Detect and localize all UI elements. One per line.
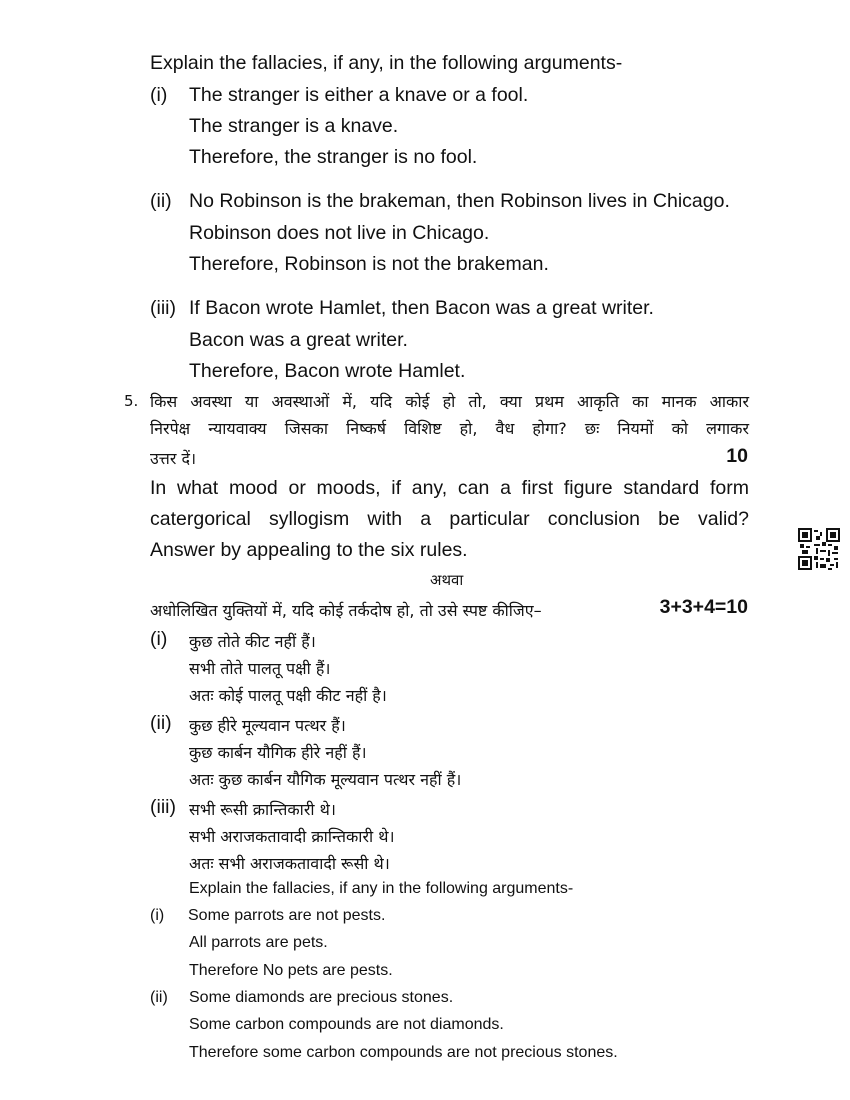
q5-hindi-item-ii-line-3: अतः कुछ कार्बन यौगिक मूल्यवान पत्थर नहीं हैं। <box>189 770 462 789</box>
q5-hindi-item-iii-line-3: अतः सभी अराजकतावादी रूसी थे। <box>189 854 390 873</box>
q5-hindi-item-ii-line-2: कुछ कार्बन यौगिक हीरे नहीं हैं। <box>189 743 367 762</box>
q5-english-item-ii-line-1: Some diamonds are precious stones. <box>189 989 454 1006</box>
q5-english-line-2: catergorical syllogism with a particular conclusion be valid? <box>150 508 749 530</box>
q4-item-i-num: (i) <box>150 84 168 106</box>
q4-item-i-line-2: The stranger is a knave. <box>189 115 399 137</box>
q5-hindi-item-i-line-3: अतः कोई पालतू पक्षी कीट नहीं है। <box>189 686 387 705</box>
q5-or-label: अथवा <box>430 571 464 589</box>
q5-alt-intro-english: Explain the fallacies, if any in the following arguments- <box>189 880 574 897</box>
q5-english-item-ii-num: (ii) <box>150 989 168 1006</box>
q4-item-ii-line-3: Therefore, Robinson is not the brakeman. <box>189 253 549 275</box>
q5-english-line-1: In what mood or moods, if any, can a first figure standard form <box>150 477 749 499</box>
q5-english-line-3: Answer by appealing to the six rules. <box>150 539 468 561</box>
q4-intro: Explain the fallacies, if any, in the following arguments- <box>150 52 623 74</box>
q5-hindi-item-iii-num: (iii) <box>150 796 176 818</box>
q4-item-iii-line-1: If Bacon wrote Hamlet, then Bacon was a great writer. <box>189 297 654 319</box>
q5-hindi-line-1: किस अवस्था या अवस्थाओं में, यदि कोई हो तो, क्या प्रथम आकृति का मानक आकार <box>150 392 749 411</box>
q5-hindi-item-iii-line-2: सभी अराजकतावादी क्रान्तिकारी थे। <box>189 827 395 846</box>
q5-hindi-line-3: उत्तर दें। <box>150 449 197 468</box>
q5-english-item-ii-line-3: Therefore some carbon compounds are not precious stones. <box>189 1044 618 1061</box>
q5-english-item-i-line-1: Some parrots are not pests. <box>188 907 386 924</box>
q5-english-item-ii-line-2: Some carbon compounds are not diamonds. <box>189 1016 504 1033</box>
q5-marks: 10 <box>726 445 748 467</box>
q5-hindi-item-i-line-1: कुछ तोते कीट नहीं हैं। <box>189 632 316 651</box>
q5-hindi-item-i-line-2: सभी तोते पालतू पक्षी हैं। <box>189 659 331 678</box>
q4-item-ii-line-2: Robinson does not live in Chicago. <box>189 222 490 244</box>
q4-item-iii-num: (iii) <box>150 297 176 319</box>
q4-item-iii-line-2: Bacon was a great writer. <box>189 329 408 351</box>
q5-english-item-i-line-3: Therefore No pets are pests. <box>189 962 393 979</box>
q5-hindi-item-ii-line-1: कुछ हीरे मूल्यवान पत्थर हैं। <box>189 716 346 735</box>
q5-alt-marks: 3+3+4=10 <box>659 596 748 618</box>
qr-code-icon <box>798 528 840 570</box>
q5-english-item-i-line-2: All parrots are pets. <box>189 934 328 951</box>
q4-item-ii-line-1: No Robinson is the brakeman, then Robinson lives in Chicago. <box>189 190 730 212</box>
q5-english-item-i-num: (i) <box>150 907 165 924</box>
q5-hindi-item-i-num: (i) <box>150 628 168 650</box>
q5-alt-intro-hindi: अधोलिखित युक्तियों में, यदि कोई तर्कदोष हो, तो उसे स्पष्ट कीजिए– <box>150 601 542 620</box>
q4-item-i-line-1: The stranger is either a knave or a fool. <box>189 84 529 106</box>
q5-number: 5. <box>124 392 139 410</box>
q4-item-i-line-3: Therefore, the stranger is no fool. <box>189 146 478 168</box>
q5-hindi-line-2: निरपेक्ष न्यायवाक्य जिसका निष्कर्ष विशिष्ट हो, वैध होगा? छः नियमों को लगाकर <box>150 419 749 438</box>
q5-hindi-item-iii-line-1: सभी रूसी क्रान्तिकारी थे। <box>189 800 336 819</box>
q4-item-iii-line-3: Therefore, Bacon wrote Hamlet. <box>189 360 466 382</box>
q4-item-ii-num: (ii) <box>150 190 172 212</box>
q5-hindi-item-ii-num: (ii) <box>150 712 172 734</box>
